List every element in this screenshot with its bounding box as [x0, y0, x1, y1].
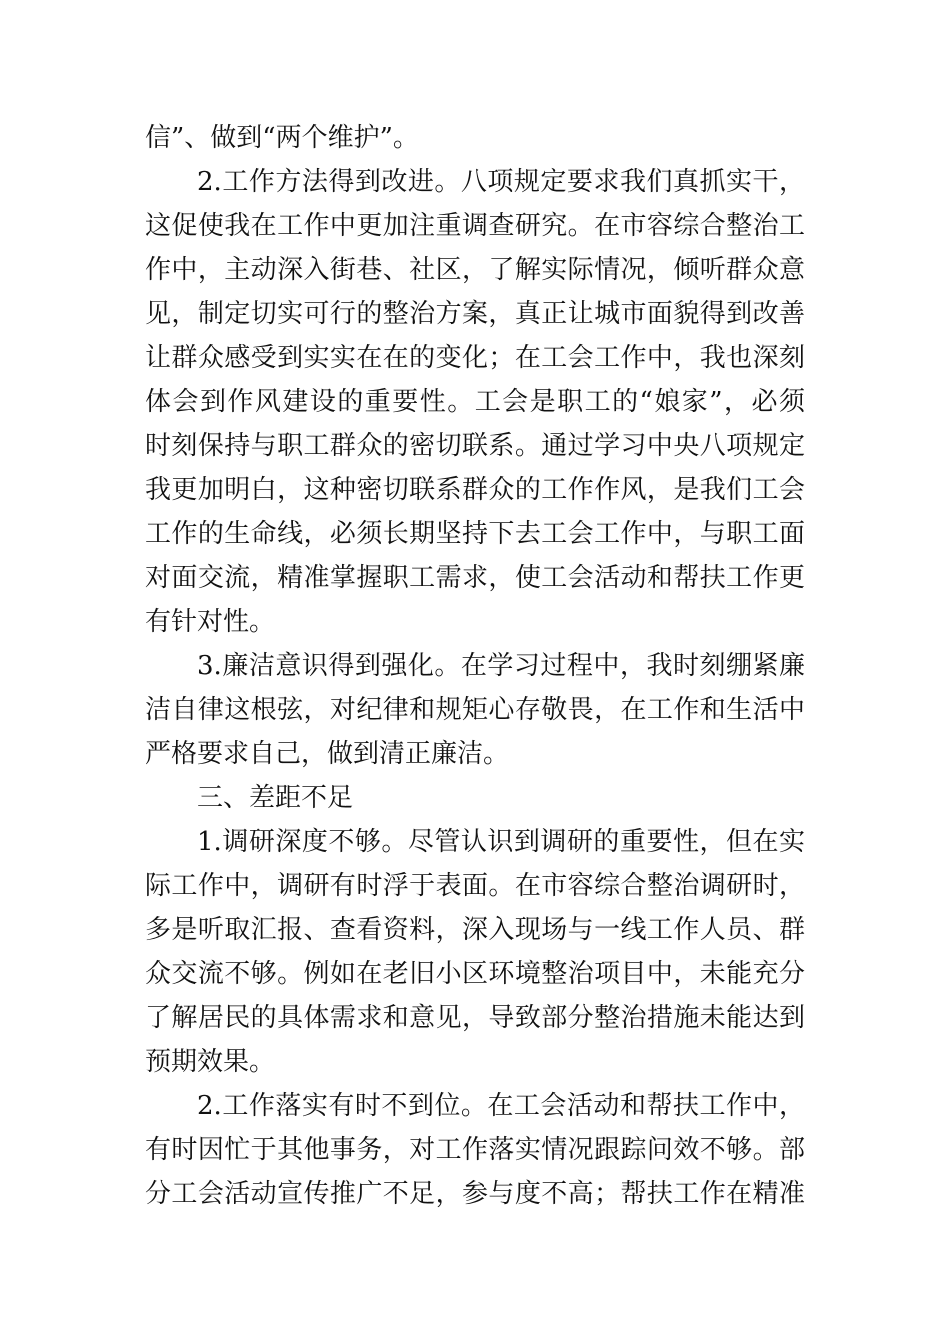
text-line: 2.工作方法得到改进。八项规定要求我们真抓实干， [197, 167, 805, 197]
text-line: 有针对性。 [145, 607, 276, 637]
text-line: 见，制定切实可行的整治方案，真正让城市面貌得到改善 [145, 299, 805, 329]
text-line: 1.调研深度不够。尽管认识到调研的重要性，但在实 [197, 827, 805, 857]
text-line: 了解居民的具体需求和意见，导致部分整治措施未能达到 [145, 1003, 805, 1033]
text-line: 我更加明白，这种密切联系群众的工作作风，是我们工会 [145, 475, 805, 505]
text-line: 2.工作落实有时不到位。在工会活动和帮扶工作中， [197, 1091, 805, 1121]
text-line: 信”、做到“两个维护”。 [145, 123, 419, 153]
document-body [145, 116, 805, 1216]
text-line: 众交流不够。例如在老旧小区环境整治项目中，未能充分 [145, 959, 805, 989]
text-line: 作中，主动深入街巷、社区，了解实际情况，倾听群众意 [145, 255, 805, 285]
text-line: 3.廉洁意识得到强化。在学习过程中，我时刻绷紧廉 [197, 651, 805, 681]
text-line: 三、差距不足 [197, 783, 354, 813]
text-line: 分工会活动宣传推广不足，参与度不高；帮扶工作在精准 [145, 1179, 805, 1209]
text-line: 工作的生命线，必须长期坚持下去工会工作中，与职工面 [145, 519, 805, 549]
text-line: 这促使我在工作中更加注重调查研究。在市容综合整治工 [145, 211, 805, 241]
text-line: 预期效果。 [145, 1047, 276, 1077]
text-line: 多是听取汇报、查看资料，深入现场与一线工作人员、群 [145, 915, 805, 945]
text-line: 际工作中，调研有时浮于表面。在市容综合整治调研时， [145, 871, 805, 901]
text-line: 有时因忙于其他事务，对工作落实情况跟踪问效不够。部 [145, 1135, 805, 1165]
text-line: 对面交流，精准掌握职工需求，使工会活动和帮扶工作更 [145, 563, 805, 593]
text-line: 时刻保持与职工群众的密切联系。通过学习中央八项规定 [145, 431, 805, 461]
text-line: 洁自律这根弦，对纪律和规矩心存敬畏，在工作和生活中 [145, 695, 805, 725]
text-line: 体会到作风建设的重要性。工会是职工的“娘家”，必须 [145, 387, 805, 417]
text-line: 严格要求自己，做到清正廉洁。 [145, 739, 510, 769]
text-line: 让群众感受到实实在在的变化；在工会工作中，我也深刻 [145, 343, 805, 373]
